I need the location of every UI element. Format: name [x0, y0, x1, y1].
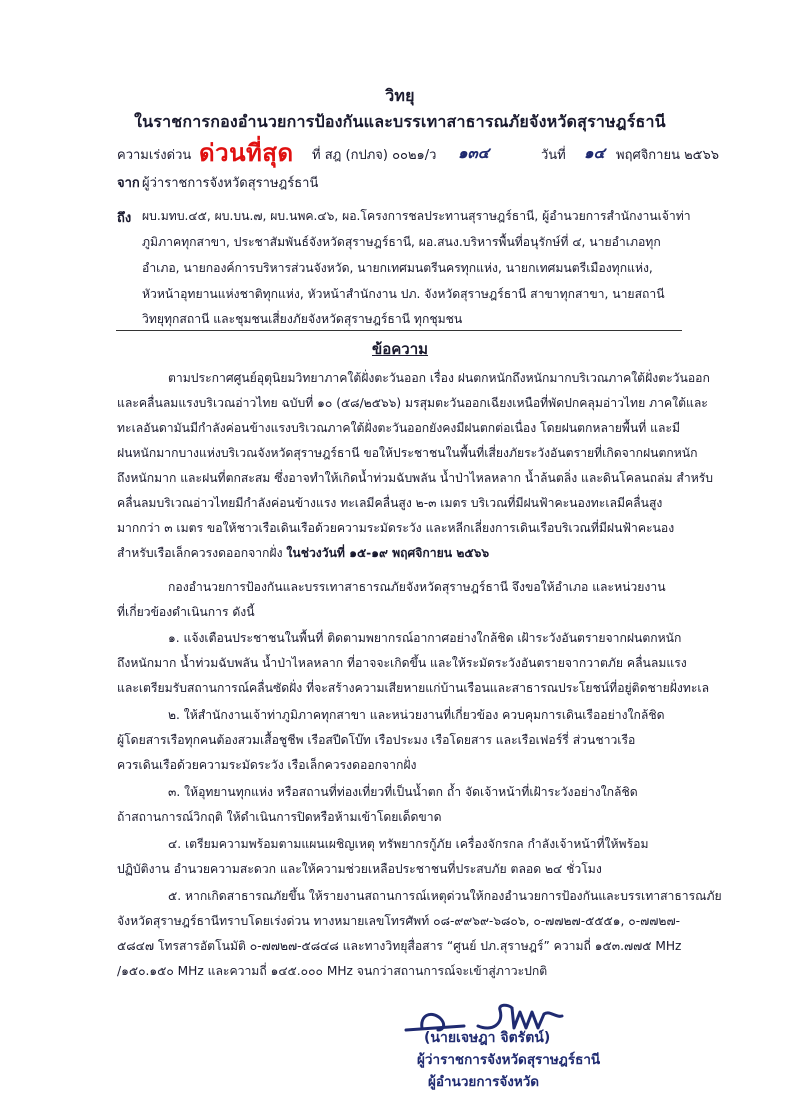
paragraph-line: กองอำนวยการป้องกันและบรรเทาสาธารณภัยจังหวัดสุราษฎร์ธานี จึงขอให้อำเภอ และหน่วยงาน — [168, 580, 666, 594]
list-item: ถ้าสถานการณ์วิกฤติ ให้ดำเนินการปิดหรือห้ามเข้าโดยเด็ดขาด — [117, 810, 442, 824]
paragraph-line: ฝนหนักมากบางแห่งบริเวณจังหวัดสุราษฎร์ธานี ขอให้ประชาชนในพื้นที่เสี่ยงภัยระวังอันตรายที่เกิดจากฝนตกหนัก — [117, 446, 698, 460]
date-month-year: พฤศจิกายน ๒๕๖๖ — [616, 148, 720, 163]
warning-period: ในช่วงวันที่ ๑๕-๑๙ พฤศจิกายน ๒๕๖๖ — [286, 546, 490, 560]
list-item: ๒. ให้สำนักงานเจ้าท่าภูมิภาคทุกสาขา และหน่วยงานที่เกี่ยวข้อง ควบคุมการเดินเรืออย่างใกล้ชิด — [168, 708, 665, 722]
to-line: ภูมิภาคทุกสาขา, ประชาสัมพันธ์จังหวัดสุราษฎร์ธานี, ผอ.สนง.บริหารพื้นที่อนุรักษ์ที่ ๔, นายอำเภอทุก — [142, 235, 661, 249]
to-label: ถึง — [117, 211, 132, 226]
paragraph-line: และคลื่นลมแรงบริเวณอ่าวไทย ฉบับที่ ๑๐ (๕๘/๒๕๖๖) มรสุมตะวันออกเฉียงเหนือที่พัดปกคลุมอ่าวไทย ภาคใต้และ — [117, 396, 708, 410]
list-item: ๕๘๔๗ โทรสารอัตโนมัติ ๐-๗๗๒๗-๕๘๔๘ และทางวิทยุสื่อสาร “ศูนย์ ปภ.สุราษฎร์” ความถี่ ๑๕๓.๗๗๕ MHz — [117, 939, 682, 953]
from-value: ผู้ว่าราชการจังหวัดสุราษฎร์ธานี — [142, 176, 319, 191]
list-item: ถึงหนักมาก น้ำท่วมฉับพลัน น้ำป่าไหลหลาก ที่อาจจะเกิดขึ้น และให้ระมัดระวังอันตรายจากวาตภัย คลื่นลมแรง — [117, 656, 687, 670]
reference-number: ๑๓๔ — [458, 144, 490, 162]
to-line: หัวหน้าอุทยานแห่งชาติทุกแห่ง, หัวหน้าสำนักงาน ปภ. จังหวัดสุราษฎร์ธานี สาขาทุกสาขา, นายสถานี — [142, 287, 665, 301]
paragraph-line: ทะเลอันดามันมีกำลังค่อนข้างแรงบริเวณภาคใต้ฝั่งตะวันออกยังคงมีฝนตกต่อเนื่อง โดยฝนตกหลายพื้นที่ และมี — [117, 421, 681, 435]
date-label: วันที่ — [541, 148, 566, 163]
to-line: ผบ.มทบ.๔๕, ผบ.บน.๗, ผบ.นพค.๔๖, ผอ.โครงการชลประทานสุราษฎร์ธานี, ผู้อำนวยการสำนักงานเจ้าท่า — [142, 209, 691, 223]
list-item: จังหวัดสุราษฎร์ธานีทราบโดยเร่งด่วน ทางหมายเลขโทรศัพท์ ๐๘-๙๙๖๙-๖๘๐๖, ๐-๗๗๒๗-๕๕๕๑, ๐-๗๗๒๗- — [117, 914, 681, 928]
list-item: ๑. แจ้งเตือนประชาชนในพื้นที่ ติดตามพยากรณ์อากาศอย่างใกล้ชิด เฝ้าระวังอันตรายจากฝนตกหนัก — [168, 631, 682, 645]
list-item: /๑๕๐.๑๕๐ MHz และความถี่ ๑๔๕.๐๐๐ MHz จนกว่าสถานการณ์จะเข้าสู่ภาวะปกติ — [117, 964, 548, 978]
message-heading: ข้อความ — [371, 340, 429, 358]
paragraph-line: ที่เกี่ยวข้องดำเนินการ ดังนี้ — [117, 605, 255, 619]
list-item: ๕. หากเกิดสาธารณภัยขึ้น ให้รายงานสถานการณ์เหตุด่วนให้กองอำนวยการป้องกันและบรรเทาสาธารณภัย — [168, 889, 722, 903]
list-item: และเตรียมรับสถานการณ์คลื่นซัดฝั่ง ที่จะสร้างความเสียหายแก่บ้านเรือนและสาธารณประโยชน์ที่อยู่ติดชายฝั่งทะเล — [117, 681, 710, 695]
date-day: ๑๔ — [584, 144, 605, 162]
paragraph-line: มากกว่า ๓ เมตร ขอให้ชาวเรือเดินเรือด้วยความระมัดระวัง และหลีกเลี่ยงการเดินเรือบริเวณที่มีฝนฟ้าคะนอง — [117, 521, 675, 535]
document-title: วิทยุ — [385, 86, 415, 105]
to-line: อำเภอ, นายกองค์การบริหารส่วนจังหวัด, นายกเทศมนตรีนครทุกแห่ง, นายกเทศมนตรีเมืองทุกแห่ง, — [142, 261, 653, 275]
list-item: ๔. เตรียมความพร้อมตามแผนเผชิญเหตุ ทรัพยากรกู้ภัย เครื่องจักรกล กำลังเจ้าหน้าที่ให้พร้อม — [168, 837, 649, 851]
list-item: ควรเดินเรือด้วยความระมัดระวัง เรือเล็กควรงดออกจากฝั่ง — [117, 758, 417, 772]
paragraph-line: ตามประกาศศูนย์อุตุนิยมวิทยาภาคใต้ฝั่งตะวันออก เรื่อง ฝนตกหนักถึงหนักมากบริเวณภาคใต้ฝั่งตะวันออก — [168, 371, 710, 385]
signatory-role: ผู้อำนวยการจังหวัด — [428, 1074, 540, 1090]
document-subtitle: ในราชการกองอำนวยการป้องกันและบรรเทาสาธารณภัยจังหวัดสุราษฎร์ธานี — [134, 112, 666, 131]
list-item: ๓. ให้อุทยานทุกแห่ง หรือสถานที่ท่องเที่ยวที่เป็นน้ำตก ถ้ำ จัดเจ้าหน้าที่เฝ้าระวังอย่างใกล้ชิด — [168, 785, 638, 799]
reference-label: ที่ สฎ (กปภจ) ๐๐๒๑/ว — [312, 148, 437, 163]
list-item: ปฏิบัติงาน อำนวยความสะดวก และให้ความช่วยเหลือประชาชนที่ประสบภัย ตลอด ๒๔ ชั่วโมง — [117, 862, 602, 876]
urgency-stamp: ด่วนที่สุด — [199, 139, 294, 167]
signatory-name: (นายเจษฎา จิตรัตน์) — [424, 1030, 551, 1046]
paragraph-line: ถึงหนักมาก และฝนที่ตกสะสม ซึ่งอาจทำให้เกิดน้ำท่วมฉับพลัน น้ำป่าไหลหลาก น้ำล้นตลิ่ง และดินโคลนถล่ม สำหรับ — [117, 471, 714, 485]
signatory-position: ผู้ว่าราชการจังหวัดสุราษฎร์ธานี — [417, 1052, 601, 1068]
to-line: วิทยุทุกสถานี และชุมชนเสี่ยงภัยจังหวัดสุราษฎร์ธานี ทุกชุมชน — [142, 312, 463, 326]
divider — [116, 330, 682, 331]
from-label: จาก — [117, 176, 140, 191]
urgency-label: ความเร่งด่วน — [117, 148, 192, 163]
list-item: ผู้โดยสารเรือทุกคนต้องสวมเสื้อชูชีพ เรือสปีดโบ๊ท เรือประมง เรือโดยสาร และเรือเฟอร์รี่ ส่วนชาวเรือ — [117, 733, 636, 747]
paragraph-line: คลื่นลมบริเวณอ่าวไทยมีกำลังค่อนข้างแรง ทะเลมีคลื่นสูง ๒-๓ เมตร บริเวณที่มีฝนฟ้าคะนองทะเลมีคลื่นสูง — [117, 496, 663, 510]
paragraph-line: สำหรับเรือเล็กควรงดออกจากฝั่ง ในช่วงวันที่ ๑๕-๑๙ พฤศจิกายน ๒๕๖๖ — [117, 546, 490, 560]
